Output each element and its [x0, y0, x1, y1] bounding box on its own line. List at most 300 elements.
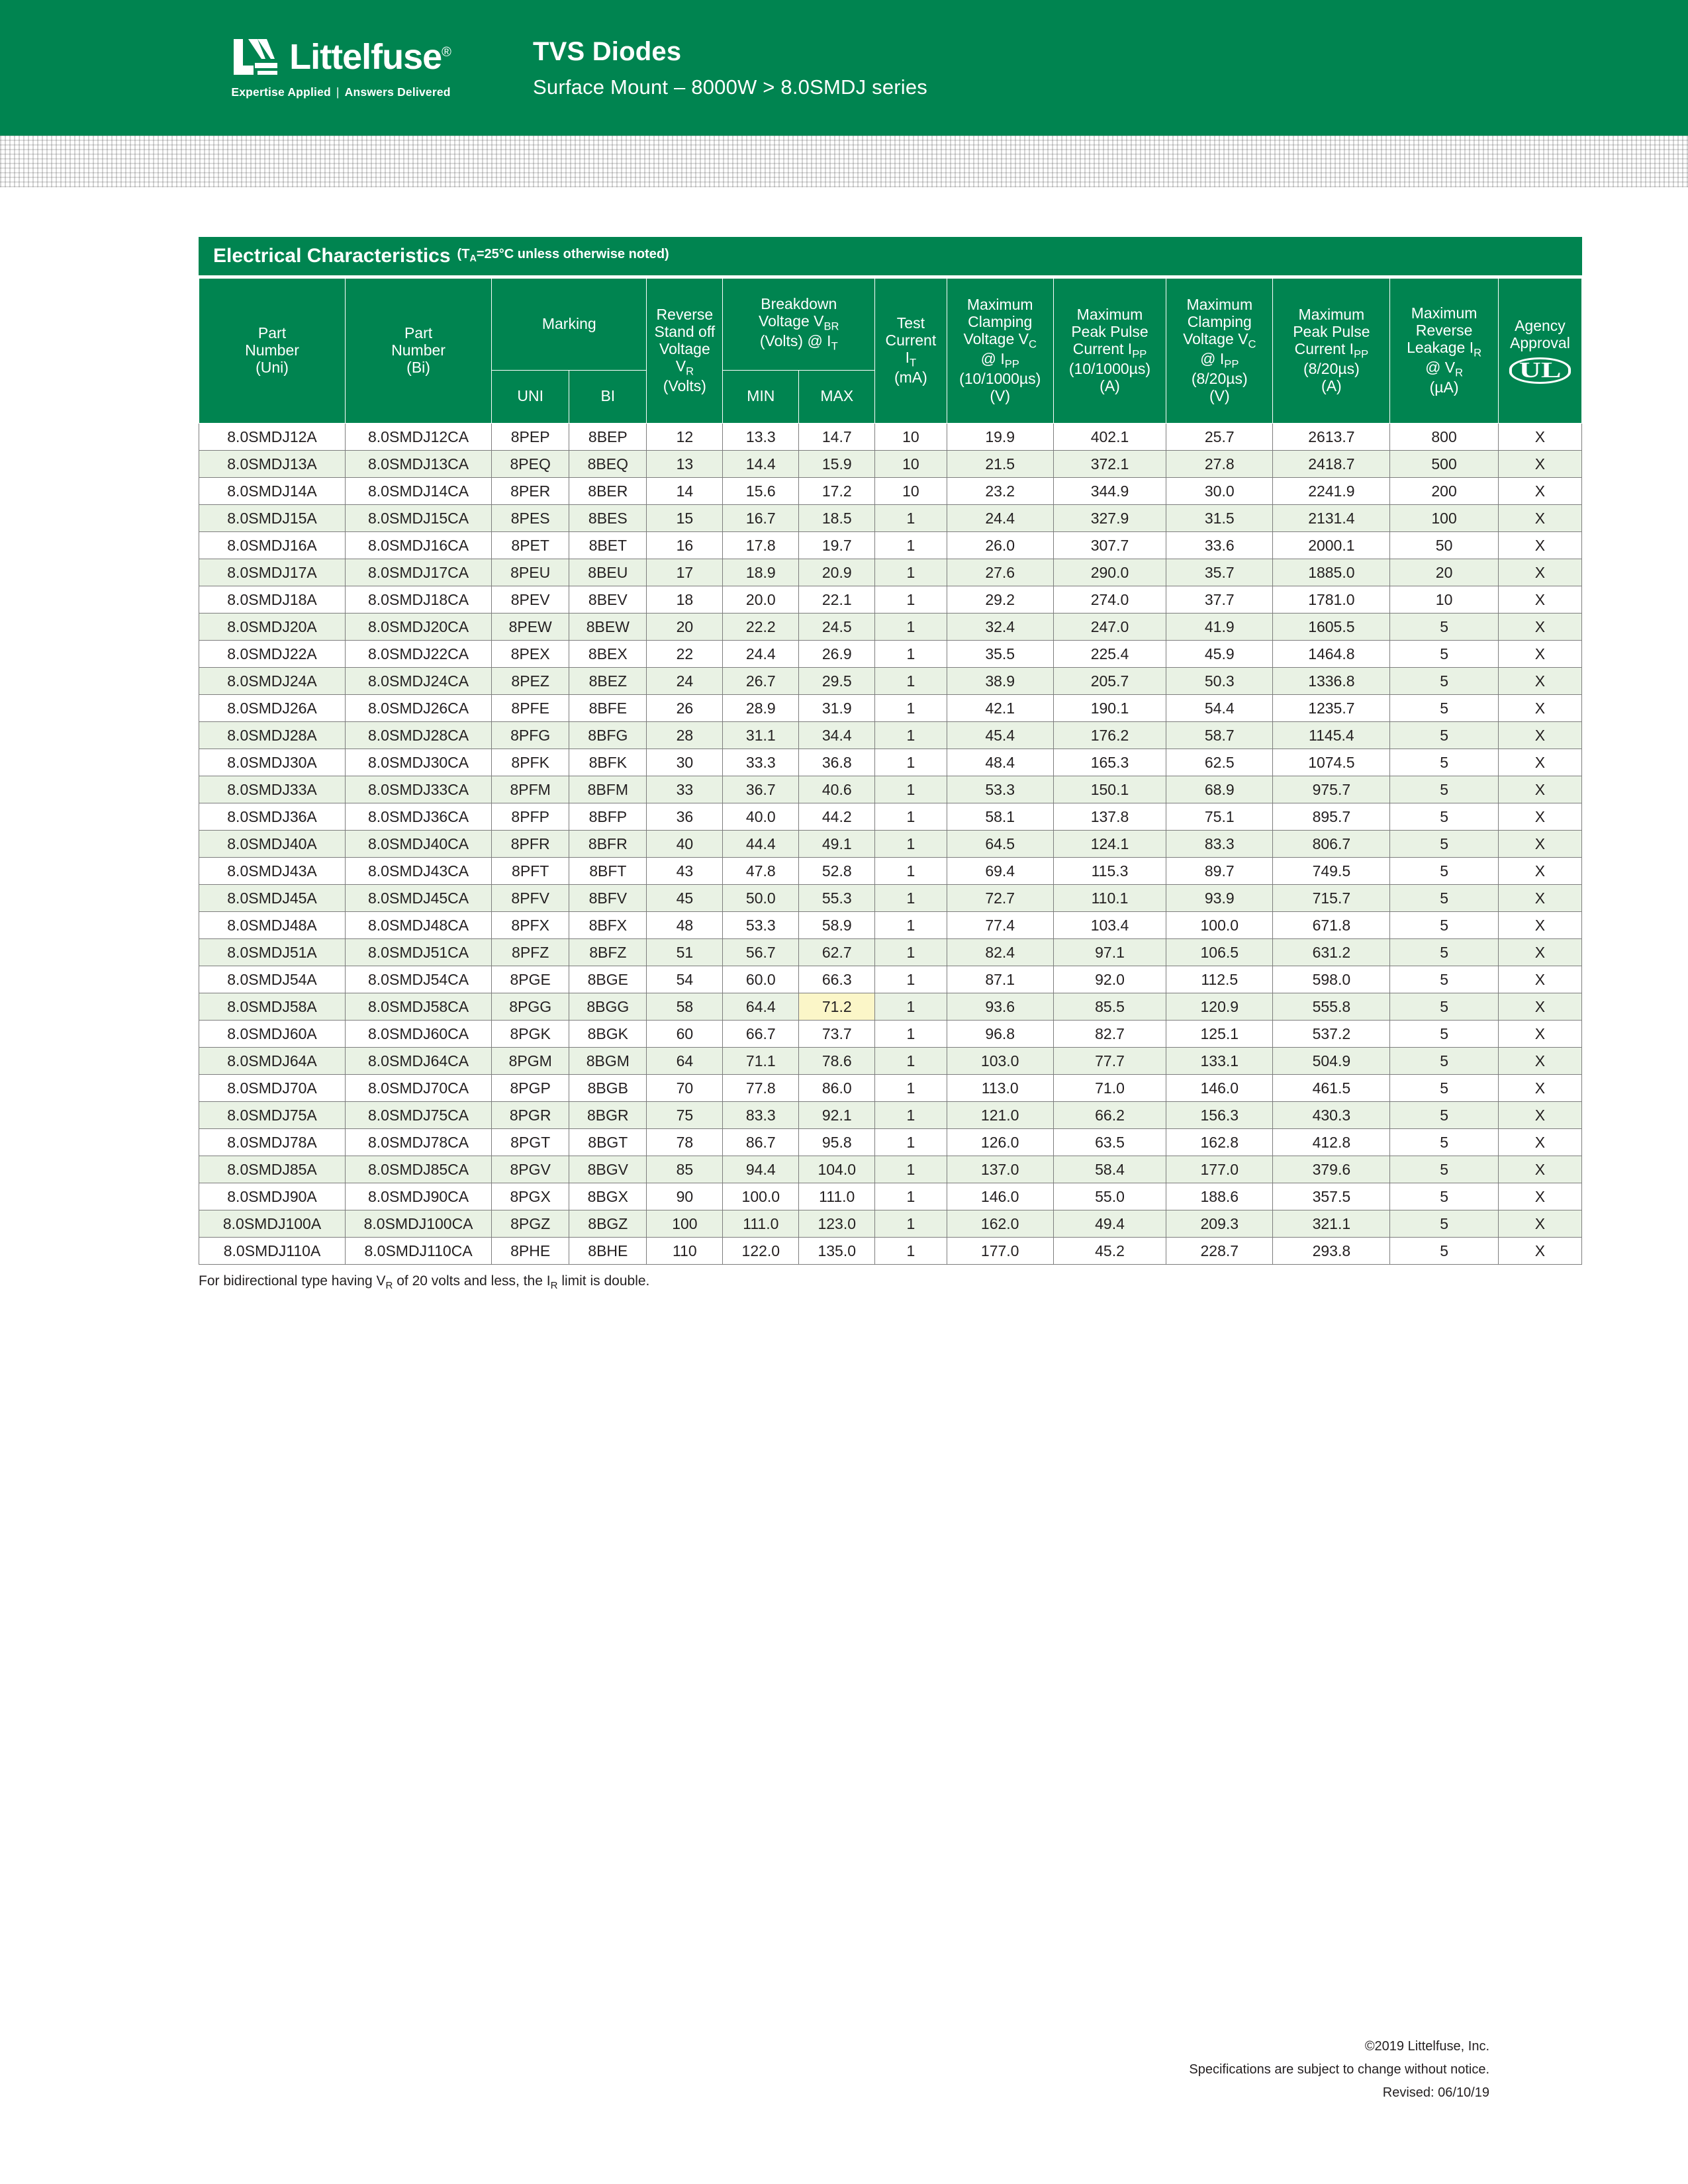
- table-cell: X: [1498, 478, 1581, 505]
- table-cell: 54.4: [1166, 695, 1273, 722]
- table-cell: 327.9: [1053, 505, 1166, 532]
- table-cell: 8.0SMDJ12A: [199, 424, 346, 451]
- table-cell: 55.3: [799, 885, 875, 912]
- table-cell: 5: [1390, 614, 1499, 641]
- table-cell: 106.5: [1166, 939, 1273, 966]
- table-cell: 100.0: [723, 1183, 799, 1210]
- table-cell: 35.5: [947, 641, 1053, 668]
- table-cell: X: [1498, 1048, 1581, 1075]
- table-cell: 20.0: [723, 586, 799, 614]
- table-cell: 8.0SMDJ20A: [199, 614, 346, 641]
- section-header-electrical-characteristics: [199, 237, 1582, 275]
- table-cell: 806.7: [1273, 831, 1390, 858]
- table-cell: 8PGV: [492, 1156, 569, 1183]
- table-cell: 8BEZ: [569, 668, 647, 695]
- table-cell: 372.1: [1053, 451, 1166, 478]
- section-title: Electrical Characteristics: [213, 245, 451, 267]
- table-cell: 100: [1390, 505, 1499, 532]
- table-row: [199, 668, 1582, 695]
- table-cell: 8.0SMDJ24A: [199, 668, 346, 695]
- table-cell: X: [1498, 424, 1581, 451]
- table-cell: 13.3: [723, 424, 799, 451]
- table-cell: 43: [647, 858, 723, 885]
- table-cell: 1: [875, 586, 947, 614]
- tagline-right: Answers Delivered: [344, 85, 451, 99]
- table-cell: 1: [875, 722, 947, 749]
- table-cell: 8.0SMDJ18CA: [346, 586, 492, 614]
- table-cell: 15: [647, 505, 723, 532]
- table-cell: X: [1498, 668, 1581, 695]
- table-cell: 1: [875, 668, 947, 695]
- table-cell: 8BGX: [569, 1183, 647, 1210]
- table-cell: 58.7: [1166, 722, 1273, 749]
- table-cell: 1: [875, 1238, 947, 1265]
- table-cell: 344.9: [1053, 478, 1166, 505]
- table-cell: 156.3: [1166, 1102, 1273, 1129]
- table-cell: 75.1: [1166, 803, 1273, 831]
- table-cell: X: [1498, 1156, 1581, 1183]
- table-cell: 18: [647, 586, 723, 614]
- table-cell: 94.4: [723, 1156, 799, 1183]
- table-cell: 1464.8: [1273, 641, 1390, 668]
- table-row: [199, 939, 1582, 966]
- table-cell: 15.6: [723, 478, 799, 505]
- table-cell: 10: [1390, 586, 1499, 614]
- table-cell: 8.0SMDJ36CA: [346, 803, 492, 831]
- table-cell: 8PET: [492, 532, 569, 559]
- table-cell: 200: [1390, 478, 1499, 505]
- table-cell: 30.0: [1166, 478, 1273, 505]
- table-cell: 8BEP: [569, 424, 647, 451]
- table-row: [199, 614, 1582, 641]
- table-cell: 45: [647, 885, 723, 912]
- table-cell: 500: [1390, 451, 1499, 478]
- th-agency-approval: Agency Approval UL: [1498, 279, 1581, 424]
- table-cell: 20: [1390, 559, 1499, 586]
- table-cell: 8.0SMDJ22CA: [346, 641, 492, 668]
- table-cell: 41.9: [1166, 614, 1273, 641]
- table-cell: 66.2: [1053, 1102, 1166, 1129]
- table-cell: 8BGB: [569, 1075, 647, 1102]
- table-cell: 671.8: [1273, 912, 1390, 939]
- table-cell: 205.7: [1053, 668, 1166, 695]
- table-cell: 29.2: [947, 586, 1053, 614]
- table-cell: 110: [647, 1238, 723, 1265]
- table-cell: 10: [875, 451, 947, 478]
- table-cell: 5: [1390, 1021, 1499, 1048]
- table-cell: 103.4: [1053, 912, 1166, 939]
- table-row: [199, 1048, 1582, 1075]
- table-cell: 8.0SMDJ26A: [199, 695, 346, 722]
- table-cell: 53.3: [723, 912, 799, 939]
- table-cell: 71.2: [799, 993, 875, 1021]
- table-cell: X: [1498, 939, 1581, 966]
- table-cell: 8.0SMDJ13A: [199, 451, 346, 478]
- specifications-notice: Specifications are subject to change without notice.: [1189, 2062, 1489, 2077]
- table-cell: 8BES: [569, 505, 647, 532]
- table-row: [199, 858, 1582, 885]
- table-cell: 8.0SMDJ64A: [199, 1048, 346, 1075]
- table-cell: 8.0SMDJ17A: [199, 559, 346, 586]
- table-cell: 50.3: [1166, 668, 1273, 695]
- table-cell: X: [1498, 1238, 1581, 1265]
- footnote-sub-2: R: [550, 1280, 558, 1292]
- table-cell: X: [1498, 586, 1581, 614]
- table-cell: 8.0SMDJ75CA: [346, 1102, 492, 1129]
- table-cell: 120.9: [1166, 993, 1273, 1021]
- table-cell: 8.0SMDJ100A: [199, 1210, 346, 1238]
- table-cell: 8PFM: [492, 776, 569, 803]
- table-row: [199, 1075, 1582, 1102]
- table-cell: 1: [875, 803, 947, 831]
- table-cell: 49.1: [799, 831, 875, 858]
- table-cell: 8.0SMDJ22A: [199, 641, 346, 668]
- table-cell: 31.5: [1166, 505, 1273, 532]
- table-cell: 1: [875, 939, 947, 966]
- table-cell: 8BGZ: [569, 1210, 647, 1238]
- table-cell: 93.6: [947, 993, 1053, 1021]
- table-cell: X: [1498, 641, 1581, 668]
- table-cell: 8.0SMDJ43CA: [346, 858, 492, 885]
- table-cell: 293.8: [1273, 1238, 1390, 1265]
- table-cell: 73.7: [799, 1021, 875, 1048]
- table-cell: 8BFK: [569, 749, 647, 776]
- table-cell: 35.7: [1166, 559, 1273, 586]
- table-cell: 5: [1390, 1210, 1499, 1238]
- table-cell: 110.1: [1053, 885, 1166, 912]
- table-cell: 1074.5: [1273, 749, 1390, 776]
- tagline-separator: |: [336, 85, 340, 99]
- table-cell: 1: [875, 966, 947, 993]
- section-note-sub: A: [469, 253, 477, 264]
- table-cell: 77.8: [723, 1075, 799, 1102]
- table-cell: 8BFP: [569, 803, 647, 831]
- table-cell: 62.7: [799, 939, 875, 966]
- table-cell: 89.7: [1166, 858, 1273, 885]
- th-max-peak-pulse-current-10-1000: Maximum Peak Pulse Current $I_{PP}$ (10/1000µs) (A): [1053, 279, 1166, 424]
- footnote-mid: of 20 volts and less, the I: [393, 1273, 551, 1289]
- table-cell: 8BEW: [569, 614, 647, 641]
- table-cell: 800: [1390, 424, 1499, 451]
- table-row: [199, 532, 1582, 559]
- table-cell: 1605.5: [1273, 614, 1390, 641]
- table-cell: 8PFP: [492, 803, 569, 831]
- table-row: [199, 478, 1582, 505]
- table-row: [199, 749, 1582, 776]
- logo-wordmark: [289, 36, 451, 77]
- brand-logo: [189, 36, 493, 99]
- table-row: [199, 695, 1582, 722]
- decorative-hatch-band: [0, 136, 1688, 187]
- th-marking: Marking: [492, 279, 647, 371]
- table-cell: 44.2: [799, 803, 875, 831]
- table-cell: 8BFZ: [569, 939, 647, 966]
- table-cell: 135.0: [799, 1238, 875, 1265]
- table-cell: X: [1498, 1102, 1581, 1129]
- table-cell: 8.0SMDJ54A: [199, 966, 346, 993]
- table-row: [199, 885, 1582, 912]
- table-cell: 2613.7: [1273, 424, 1390, 451]
- table-cell: 122.0: [723, 1238, 799, 1265]
- table-cell: 8.0SMDJ12CA: [346, 424, 492, 451]
- table-row: [199, 1238, 1582, 1265]
- th-part-number-uni: Part Number (Uni): [199, 279, 346, 424]
- table-cell: 8.0SMDJ85CA: [346, 1156, 492, 1183]
- th-reverse-standoff-voltage: Reverse Stand off Voltage $V_R$ (Volts): [647, 279, 723, 424]
- table-cell: X: [1498, 966, 1581, 993]
- table-cell: 58: [647, 993, 723, 1021]
- th-marking-uni: UNI: [492, 370, 569, 423]
- table-cell: 715.7: [1273, 885, 1390, 912]
- table-cell: 36.8: [799, 749, 875, 776]
- page-title: TVS Diodes: [533, 36, 682, 66]
- table-cell: 90: [647, 1183, 723, 1210]
- table-cell: 48: [647, 912, 723, 939]
- table-cell: 8PFG: [492, 722, 569, 749]
- table-cell: 165.3: [1053, 749, 1166, 776]
- table-cell: 37.7: [1166, 586, 1273, 614]
- table-cell: 10: [875, 478, 947, 505]
- table-cell: 36.7: [723, 776, 799, 803]
- table-cell: 8.0SMDJ70CA: [346, 1075, 492, 1102]
- table-cell: 1: [875, 1210, 947, 1238]
- table-row: [199, 993, 1582, 1021]
- table-cell: 5: [1390, 966, 1499, 993]
- th-breakdown-min: MIN: [723, 370, 799, 423]
- table-cell: 123.0: [799, 1210, 875, 1238]
- table-cell: 8.0SMDJ33A: [199, 776, 346, 803]
- table-cell: 1336.8: [1273, 668, 1390, 695]
- table-cell: 137.0: [947, 1156, 1053, 1183]
- table-cell: 126.0: [947, 1129, 1053, 1156]
- table-cell: 70: [647, 1075, 723, 1102]
- th-test-current: Test Current $I_T$ (mA): [875, 279, 947, 424]
- table-cell: 209.3: [1166, 1210, 1273, 1238]
- table-cell: X: [1498, 1210, 1581, 1238]
- copyright-text: ©2019 Littelfuse, Inc.: [1364, 2039, 1489, 2054]
- table-cell: 78: [647, 1129, 723, 1156]
- table-cell: 975.7: [1273, 776, 1390, 803]
- table-cell: 45.9: [1166, 641, 1273, 668]
- table-cell: 8PFE: [492, 695, 569, 722]
- table-footnote: [199, 1273, 1582, 1291]
- table-row: [199, 776, 1582, 803]
- table-cell: X: [1498, 695, 1581, 722]
- table-cell: 8.0SMDJ18A: [199, 586, 346, 614]
- table-cell: 8PEP: [492, 424, 569, 451]
- table-cell: 177.0: [1166, 1156, 1273, 1183]
- logo-registered-mark: ®: [442, 45, 451, 60]
- table-cell: 5: [1390, 939, 1499, 966]
- th-breakdown-max: MAX: [799, 370, 875, 423]
- table-cell: 49.4: [1053, 1210, 1166, 1238]
- electrical-characteristics-table: [199, 278, 1582, 1265]
- table-cell: 8BFV: [569, 885, 647, 912]
- table-cell: 8PFV: [492, 885, 569, 912]
- table-cell: 26: [647, 695, 723, 722]
- table-cell: 1: [875, 885, 947, 912]
- table-cell: 537.2: [1273, 1021, 1390, 1048]
- table-cell: 78.6: [799, 1048, 875, 1075]
- table-cell: 58.1: [947, 803, 1053, 831]
- table-body: [199, 424, 1582, 1265]
- table-cell: 749.5: [1273, 858, 1390, 885]
- table-cell: 60.0: [723, 966, 799, 993]
- table-cell: 1: [875, 1156, 947, 1183]
- table-cell: 1: [875, 1021, 947, 1048]
- table-cell: 8.0SMDJ26CA: [346, 695, 492, 722]
- table-row: [199, 803, 1582, 831]
- table-cell: 274.0: [1053, 586, 1166, 614]
- table-cell: 188.6: [1166, 1183, 1273, 1210]
- table-cell: 8.0SMDJ33CA: [346, 776, 492, 803]
- table-cell: 5: [1390, 831, 1499, 858]
- table-cell: 8.0SMDJ60A: [199, 1021, 346, 1048]
- table-cell: 137.8: [1053, 803, 1166, 831]
- table-cell: 8.0SMDJ78A: [199, 1129, 346, 1156]
- table-cell: 1: [875, 505, 947, 532]
- table-cell: 8BGM: [569, 1048, 647, 1075]
- table-cell: 40: [647, 831, 723, 858]
- table-cell: 75: [647, 1102, 723, 1129]
- table-cell: 82.7: [1053, 1021, 1166, 1048]
- table-cell: 8.0SMDJ64CA: [346, 1048, 492, 1075]
- table-cell: 8.0SMDJ28CA: [346, 722, 492, 749]
- table-cell: 113.0: [947, 1075, 1053, 1102]
- table-cell: 2000.1: [1273, 532, 1390, 559]
- table-cell: 32.4: [947, 614, 1053, 641]
- table-cell: 124.1: [1053, 831, 1166, 858]
- table-cell: 176.2: [1053, 722, 1166, 749]
- table-cell: 225.4: [1053, 641, 1166, 668]
- table-row: [199, 1129, 1582, 1156]
- table-cell: 14.4: [723, 451, 799, 478]
- th-marking-bi: BI: [569, 370, 647, 423]
- table-cell: 19.9: [947, 424, 1053, 451]
- table-cell: X: [1498, 885, 1581, 912]
- th-max-reverse-leakage: Maximum Reverse Leakage $I_R$ @ $V_R$ (µA): [1390, 279, 1499, 424]
- table-cell: 1: [875, 1048, 947, 1075]
- table-cell: 5: [1390, 641, 1499, 668]
- section-note: [457, 247, 669, 265]
- table-cell: 1: [875, 641, 947, 668]
- table-cell: 125.1: [1166, 1021, 1273, 1048]
- table-cell: 8.0SMDJ48A: [199, 912, 346, 939]
- table-cell: 146.0: [1166, 1075, 1273, 1102]
- table-cell: 8BEQ: [569, 451, 647, 478]
- table-cell: 8.0SMDJ30CA: [346, 749, 492, 776]
- table-cell: 8.0SMDJ78CA: [346, 1129, 492, 1156]
- table-cell: 8.0SMDJ16A: [199, 532, 346, 559]
- table-cell: 97.1: [1053, 939, 1166, 966]
- table-cell: 1781.0: [1273, 586, 1390, 614]
- table-cell: 5: [1390, 1129, 1499, 1156]
- table-cell: 357.5: [1273, 1183, 1390, 1210]
- table-row: [199, 722, 1582, 749]
- table-cell: 19.7: [799, 532, 875, 559]
- table-cell: 64.4: [723, 993, 799, 1021]
- table-cell: 1885.0: [1273, 559, 1390, 586]
- table-cell: 42.1: [947, 695, 1053, 722]
- table-cell: 60: [647, 1021, 723, 1048]
- table-cell: 26.9: [799, 641, 875, 668]
- table-cell: 1235.7: [1273, 695, 1390, 722]
- table-cell: X: [1498, 722, 1581, 749]
- table-cell: 8PFR: [492, 831, 569, 858]
- table-cell: 24: [647, 668, 723, 695]
- table-cell: 77.4: [947, 912, 1053, 939]
- table-cell: 8.0SMDJ58A: [199, 993, 346, 1021]
- logo-tagline: [231, 85, 450, 99]
- table-cell: 33: [647, 776, 723, 803]
- table-cell: X: [1498, 1021, 1581, 1048]
- table-row: [199, 1210, 1582, 1238]
- table-cell: 1: [875, 1183, 947, 1210]
- table-cell: 8BEU: [569, 559, 647, 586]
- table-cell: 8PGK: [492, 1021, 569, 1048]
- table-cell: 40.6: [799, 776, 875, 803]
- table-cell: 8PEW: [492, 614, 569, 641]
- table-cell: 8.0SMDJ58CA: [346, 993, 492, 1021]
- table-cell: 1: [875, 749, 947, 776]
- table-cell: 8PEQ: [492, 451, 569, 478]
- table-cell: 504.9: [1273, 1048, 1390, 1075]
- table-cell: 8.0SMDJ45A: [199, 885, 346, 912]
- table-cell: 93.9: [1166, 885, 1273, 912]
- table-cell: 51: [647, 939, 723, 966]
- table-cell: 8.0SMDJ30A: [199, 749, 346, 776]
- table-cell: X: [1498, 776, 1581, 803]
- table-cell: 8BET: [569, 532, 647, 559]
- table-cell: 8BGV: [569, 1156, 647, 1183]
- table-cell: 1: [875, 1129, 947, 1156]
- table-cell: X: [1498, 749, 1581, 776]
- table-cell: 58.9: [799, 912, 875, 939]
- table-cell: 5: [1390, 1238, 1499, 1265]
- table-cell: 8BEX: [569, 641, 647, 668]
- table-cell: 321.1: [1273, 1210, 1390, 1238]
- table-cell: 8BFR: [569, 831, 647, 858]
- table-cell: 85: [647, 1156, 723, 1183]
- table-cell: 8.0SMDJ60CA: [346, 1021, 492, 1048]
- table-row: [199, 1156, 1582, 1183]
- table-cell: 85.5: [1053, 993, 1166, 1021]
- table-cell: 8.0SMDJ40A: [199, 831, 346, 858]
- table-cell: 26.0: [947, 532, 1053, 559]
- footnote-sub-1: R: [385, 1280, 393, 1292]
- table-cell: 5: [1390, 695, 1499, 722]
- table-cell: 26.7: [723, 668, 799, 695]
- table-cell: 8PGR: [492, 1102, 569, 1129]
- table-cell: 5: [1390, 776, 1499, 803]
- table-cell: 96.8: [947, 1021, 1053, 1048]
- table-cell: 8.0SMDJ36A: [199, 803, 346, 831]
- table-cell: 66.7: [723, 1021, 799, 1048]
- table-cell: 8.0SMDJ16CA: [346, 532, 492, 559]
- table-cell: 1145.4: [1273, 722, 1390, 749]
- table-cell: 8.0SMDJ100CA: [346, 1210, 492, 1238]
- table-row: [199, 1102, 1582, 1129]
- table-cell: 8PFX: [492, 912, 569, 939]
- table-cell: 8BGK: [569, 1021, 647, 1048]
- table-cell: 5: [1390, 858, 1499, 885]
- table-cell: X: [1498, 912, 1581, 939]
- table-cell: 5: [1390, 1183, 1499, 1210]
- table-cell: 22: [647, 641, 723, 668]
- table-cell: 631.2: [1273, 939, 1390, 966]
- table-cell: 92.0: [1053, 966, 1166, 993]
- table-cell: 5: [1390, 1048, 1499, 1075]
